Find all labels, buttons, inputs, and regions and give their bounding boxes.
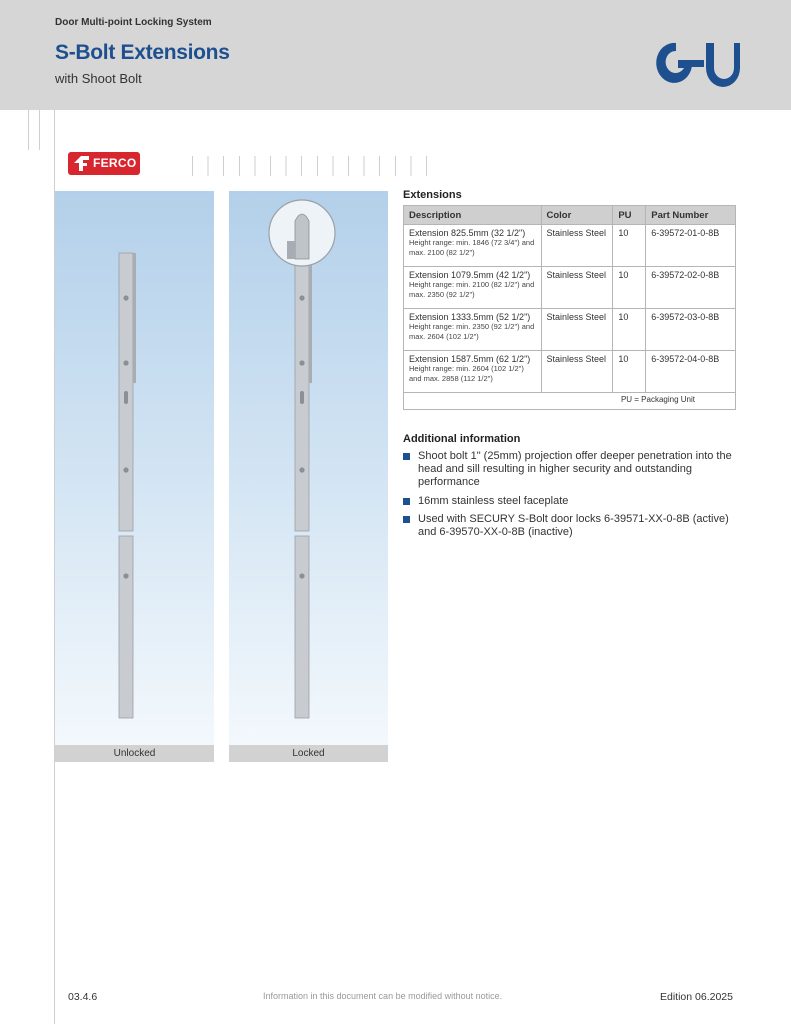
cell-part-number: 6-39572-03-0-8B <box>646 309 736 351</box>
table-row <box>404 309 736 351</box>
cell-description <box>404 351 542 393</box>
extensions-table <box>403 205 736 410</box>
cell-pu: 10 <box>613 267 646 309</box>
column-header: Description <box>404 206 542 225</box>
extensions-heading: Extensions <box>403 189 462 201</box>
column-header: Part Number <box>646 206 736 225</box>
bullet-square-icon <box>403 498 410 505</box>
cell-part-number: 6-39572-02-0-8B <box>646 267 736 309</box>
list-item <box>403 495 733 508</box>
page-subtitle: with Shoot Bolt <box>55 71 142 86</box>
additional-info-heading: Additional information <box>403 433 521 445</box>
table-row <box>404 225 736 267</box>
edition-label: Edition 06.2025 <box>660 991 733 1003</box>
cell-description <box>404 267 542 309</box>
list-item <box>403 450 733 490</box>
bullet-square-icon <box>403 516 410 523</box>
page-code: 03.4.6 <box>68 991 98 1003</box>
extension-bar-locked <box>229 191 388 745</box>
decor-line <box>28 110 29 150</box>
column-header: Color <box>541 206 613 225</box>
cell-description <box>404 225 542 267</box>
footer-disclaimer: Information in this document can be modified without notice. <box>263 991 503 1001</box>
cell-color: Stainless Steel <box>541 351 613 393</box>
list-item <box>403 513 733 539</box>
height-range: Height range: min. 2100 (82 1/2") and max. 2350 (92 1/2") <box>409 280 535 299</box>
ferco-flag-icon <box>73 155 90 172</box>
extension-length: Extension 1079.5mm (42 1/2") <box>409 270 531 280</box>
table-row <box>404 267 736 309</box>
column-header: PU <box>613 206 646 225</box>
caption-unlocked: Unlocked <box>55 745 214 762</box>
extension-length: Extension 1587.5mm (62 1/2") <box>409 354 531 364</box>
photo-unlocked <box>55 191 214 745</box>
bullet-square-icon <box>403 453 410 460</box>
height-range: Height range: min. 1846 (72 3/4") and max. 2100 (82 1/2") <box>409 238 535 257</box>
photo-locked <box>229 191 388 745</box>
cell-pu: 10 <box>613 351 646 393</box>
cell-color: Stainless Steel <box>541 225 613 267</box>
table-row <box>404 351 736 393</box>
list-item-text: Shoot bolt 1" (25mm) projection offer deeper penetration into the head and sill resulting in higher security and outstanding performance <box>418 450 732 489</box>
decor-line <box>39 110 40 150</box>
page-header <box>0 0 791 110</box>
cell-pu: 10 <box>613 225 646 267</box>
cell-pu: 10 <box>613 309 646 351</box>
extension-length: Extension 825.5mm (32 1/2") <box>409 228 526 238</box>
ferco-label: FERCO <box>93 156 137 170</box>
list-item-text: 16mm stainless steel faceplate <box>418 494 569 507</box>
list-item-text: Used with SECURY S-Bolt door locks 6-39571-XX-0-8B (active) and 6-39570-XX-0-8B (inactive) <box>418 512 729 539</box>
additional-info-list <box>403 450 733 544</box>
table-footnote-row <box>404 393 736 410</box>
height-range: Height range: min. 2604 (102 1/2") and max. 2858 (112 1/2") <box>409 364 524 383</box>
extension-length: Extension 1333.5mm (52 1/2") <box>409 312 531 322</box>
decor-ticks <box>192 156 427 176</box>
table-header-row <box>404 206 736 225</box>
cell-description <box>404 309 542 351</box>
cell-color: Stainless Steel <box>541 267 613 309</box>
extension-bar-unlocked <box>55 191 214 745</box>
table-footnote: PU = Packaging Unit <box>404 393 736 410</box>
page-title: S-Bolt Extensions <box>55 41 230 64</box>
cell-part-number: 6-39572-01-0-8B <box>646 225 736 267</box>
gu-logo <box>654 38 740 88</box>
height-range: Height range: min. 2350 (92 1/2") and max. 2604 (102 1/2") <box>409 322 535 341</box>
caption-locked: Locked <box>229 745 388 762</box>
cell-part-number: 6-39572-04-0-8B <box>646 351 736 393</box>
ferco-badge <box>68 152 140 175</box>
cell-color: Stainless Steel <box>541 309 613 351</box>
subsystem-label: Door Multi-point Locking System <box>55 17 212 28</box>
